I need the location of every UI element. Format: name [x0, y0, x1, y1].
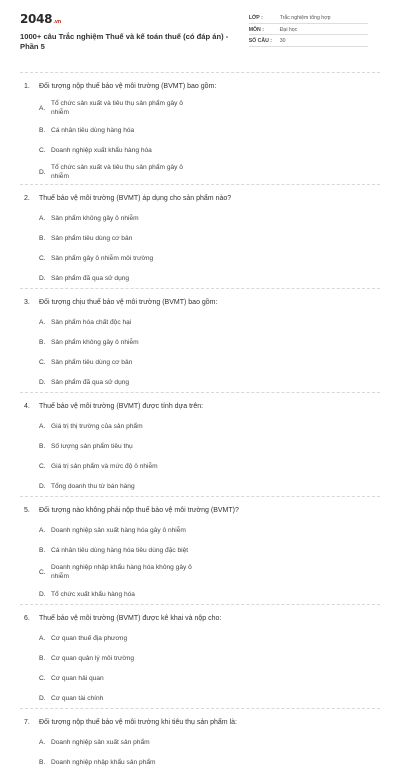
option-text: Doanh nghiệp sản xuất sản phẩm	[51, 738, 150, 746]
answer-options	[24, 520, 376, 604]
meta-value: Trắc nghiệm tổng hợp	[279, 15, 331, 21]
answer-option[interactable]	[39, 520, 209, 540]
option-text: Giá trị sản phẩm và mức độ ô nhiễm	[51, 462, 158, 470]
option-letter: A.	[39, 634, 46, 642]
question-text: Đối tượng nộp thuế bảo vệ môi trường khi tiêu thụ sản phẩm là:	[39, 719, 237, 726]
question-stem	[24, 82, 376, 94]
option-letter: A.	[39, 214, 46, 222]
document-title: 1000+ câu Trắc nghiệm Thuế và kế toán thuế (có đáp án) - Phần 5	[20, 32, 229, 51]
answer-option[interactable]	[39, 668, 209, 688]
meta-row-count	[249, 35, 368, 47]
option-letter: D.	[39, 378, 46, 386]
answer-option[interactable]	[39, 628, 209, 648]
question-stem	[24, 298, 376, 310]
option-letter: B.	[39, 654, 46, 662]
option-text: Tổng doanh thu từ bán hàng	[51, 482, 135, 490]
question-number: 7.	[24, 719, 30, 726]
answer-options	[24, 628, 376, 708]
question-number: 6.	[24, 615, 30, 622]
answer-options	[24, 416, 376, 496]
answer-option[interactable]	[39, 732, 209, 752]
meta-label: SỐ CÂU :	[248, 38, 273, 44]
answer-option[interactable]	[39, 372, 209, 392]
answer-options	[24, 96, 376, 184]
answer-option[interactable]	[39, 120, 209, 140]
question-list	[20, 72, 380, 774]
question-item	[20, 497, 380, 604]
document-header	[20, 0, 380, 62]
option-letter: D.	[39, 274, 46, 282]
option-letter: C.	[39, 568, 46, 576]
option-text: Cơ quan tài chính	[51, 694, 104, 702]
option-letter: C.	[39, 254, 46, 262]
option-text: Tổ chức sản xuất và tiêu thụ sản phẩm gây ô nhiễm	[51, 100, 183, 116]
option-text: Sản phẩm hóa chất độc hại	[51, 318, 132, 326]
option-text: Sản phẩm không gây ô nhiễm	[51, 338, 139, 346]
option-text: Giá trị thị trường của sản phẩm	[51, 422, 143, 430]
answer-option[interactable]	[39, 140, 209, 160]
option-letter: D.	[39, 168, 46, 176]
option-letter: D.	[39, 482, 46, 490]
meta-row-class	[249, 12, 368, 24]
option-text: Cơ quan thuế địa phương	[51, 634, 128, 642]
question-text: Đối tượng chịu thuế bảo vệ môi trường (BVMT) bao gồm:	[39, 299, 218, 306]
question-item	[20, 73, 380, 184]
option-letter: D.	[39, 694, 46, 702]
logo-text: 2048	[20, 12, 53, 26]
question-stem	[24, 614, 376, 626]
document-meta	[249, 12, 368, 62]
option-letter: C.	[39, 462, 46, 470]
option-text: Tổ chức xuất khẩu hàng hóa	[51, 590, 135, 598]
option-letter: C.	[39, 146, 46, 154]
question-stem	[24, 718, 376, 730]
question-number: 4.	[24, 403, 30, 410]
option-text: Cá nhân tiêu dùng hàng hóa	[51, 126, 135, 134]
question-stem	[24, 402, 376, 414]
option-text: Sản phẩm tiêu dùng cơ bản	[51, 358, 133, 366]
option-letter: B.	[39, 758, 46, 766]
question-text: Thuế bảo vệ môi trường (BVMT) được kê khai và nộp cho:	[39, 615, 222, 622]
question-stem	[24, 506, 376, 518]
option-text: Cơ quan hải quan	[51, 674, 104, 682]
answer-options	[24, 732, 376, 772]
question-item	[20, 709, 380, 774]
question-item	[20, 605, 380, 708]
question-text: Đối tượng nào không phải nộp thuế bảo vệ môi trường (BVMT)?	[39, 507, 239, 514]
option-text: Doanh nghiệp sản xuất hàng hóa gây ô nhiễm	[51, 526, 186, 534]
answer-option[interactable]	[39, 312, 209, 332]
answer-options	[24, 208, 376, 288]
answer-options	[24, 312, 376, 392]
answer-option[interactable]	[39, 416, 209, 436]
option-letter: A.	[39, 526, 46, 534]
question-text: Thuế bảo vệ môi trường (BVMT) được tính dựa trên:	[39, 403, 204, 410]
option-text: Cá nhân tiêu dùng hàng hóa tiêu dùng đặc biệt	[51, 546, 189, 554]
answer-option[interactable]	[39, 584, 209, 604]
question-number: 1.	[24, 83, 30, 90]
answer-option[interactable]	[39, 436, 209, 456]
option-text: Doanh nghiệp xuất khẩu hàng hóa	[51, 146, 152, 154]
option-text: Sản phẩm gây ô nhiễm môi trường	[51, 254, 154, 262]
logo-suffix: .vn	[53, 19, 62, 25]
option-text: Tổ chức sản xuất và tiêu thụ sản phẩm gây ô nhiễm	[51, 164, 183, 180]
answer-option[interactable]	[39, 352, 209, 372]
option-text: Số lượng sản phẩm tiêu thụ	[51, 442, 133, 450]
meta-value: 30	[279, 38, 286, 44]
answer-option[interactable]	[39, 248, 209, 268]
answer-option[interactable]	[39, 456, 209, 476]
meta-label: LỚP :	[248, 15, 263, 21]
question-stem	[24, 194, 376, 206]
option-letter: A.	[39, 318, 46, 326]
question-text: Đối tượng nộp thuế bảo vệ môi trường (BVMT) bao gồm:	[39, 83, 217, 90]
answer-option[interactable]	[39, 648, 209, 668]
option-text: Doanh nghiệp nhập khẩu hàng hóa không gây ô nhiễm	[51, 564, 192, 580]
option-letter: C.	[39, 358, 46, 366]
option-letter: A.	[39, 104, 46, 112]
option-letter: A.	[39, 422, 46, 430]
answer-option[interactable]	[39, 688, 209, 708]
meta-value: Đại học	[279, 26, 298, 33]
answer-option[interactable]	[39, 160, 209, 184]
question-number: 3.	[24, 299, 30, 306]
answer-option[interactable]	[39, 268, 209, 288]
question-number: 2.	[24, 195, 30, 202]
option-letter: B.	[39, 126, 46, 134]
option-text: Sản phẩm đã qua sử dụng	[51, 274, 130, 282]
option-letter: C.	[39, 674, 46, 682]
answer-option[interactable]	[39, 208, 209, 228]
answer-option[interactable]	[39, 228, 209, 248]
option-text: Sản phẩm tiêu dùng cơ bản	[51, 234, 133, 242]
option-text: Sản phẩm không gây ô nhiễm	[51, 214, 139, 222]
question-item	[20, 393, 380, 496]
option-letter: B.	[39, 338, 46, 346]
option-letter: B.	[39, 546, 46, 554]
header-left	[20, 12, 249, 62]
question-number: 5.	[24, 507, 30, 514]
option-text: Sản phẩm đã qua sử dụng	[51, 378, 130, 386]
answer-option[interactable]	[39, 560, 209, 584]
option-text: Doanh nghiệp nhập khẩu sản phẩm	[51, 758, 156, 766]
answer-option[interactable]	[39, 752, 209, 772]
answer-option[interactable]	[39, 96, 209, 120]
option-letter: D.	[39, 590, 46, 598]
question-item	[20, 185, 380, 288]
option-letter: B.	[39, 442, 46, 450]
answer-option[interactable]	[39, 476, 209, 496]
question-item	[20, 289, 380, 392]
option-letter: B.	[39, 234, 46, 242]
option-letter: A.	[39, 738, 46, 746]
answer-option[interactable]	[39, 540, 209, 560]
meta-label: MÔN :	[248, 26, 264, 33]
option-text: Cơ quan quản lý môi trường	[51, 654, 135, 662]
meta-row-subject	[249, 24, 368, 36]
question-text: Thuế bảo vệ môi trường (BVMT) áp dụng cho sản phẩm nào?	[39, 195, 232, 202]
answer-option[interactable]	[39, 332, 209, 352]
site-logo[interactable]	[20, 12, 249, 26]
